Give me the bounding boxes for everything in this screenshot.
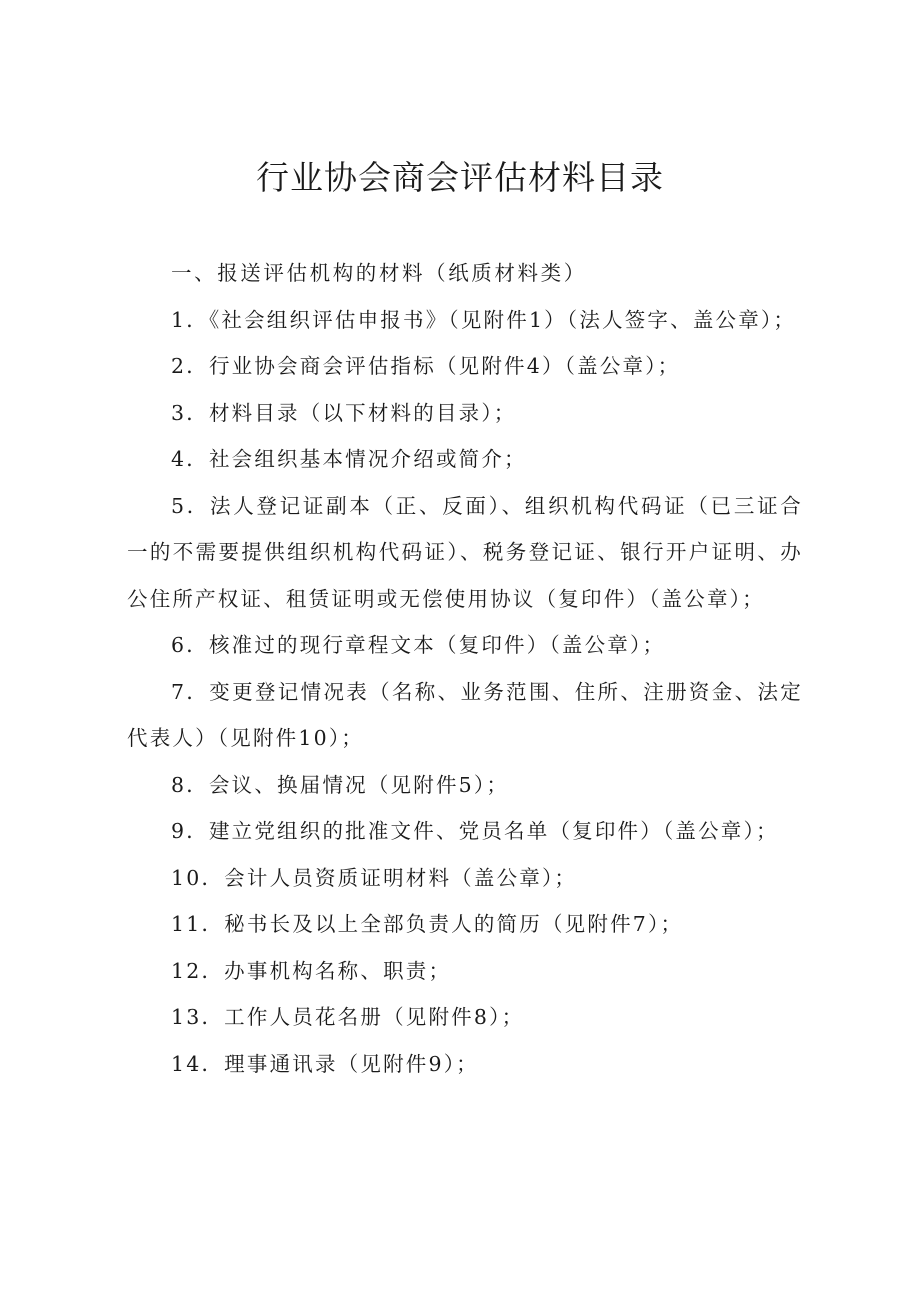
list-item: 14．理事通讯录（见附件9）； <box>171 1051 479 1076</box>
list-item: 4．社会组织基本情况介绍或简介； <box>171 447 527 471</box>
list-item: 8．会议、换届情况（见附件5）； <box>171 772 510 797</box>
list-item: 5．法人登记证副本（正、反面）、组织机构代码证（已三证合一的不需要提供组织机构代码证）、税务登记证、银行开户证明、办公住所产权证、租赁证明或无偿使用协议（复印件）（盖公章）； <box>127 493 803 611</box>
list-item: 7．变更登记情况表（名称、业务范围、住所、注册资金、法定代表人）（见附件10）； <box>127 679 803 750</box>
list-item: 12．办事机构名称、职责； <box>171 958 452 983</box>
list-item: 1．《社会组织评估申报书》（见附件1）（法人签字、盖公章）； <box>171 307 797 332</box>
list-item: 3．材料目录（以下材料的目录）； <box>171 400 517 425</box>
list-item: 11．秘书长及以上全部负责人的简历（见附件7）； <box>171 912 684 936</box>
list-item: 9．建立党组织的批准文件、党员名单（复印件）（盖公章）； <box>171 819 779 843</box>
section-heading: 一、报送评估机构的材料（纸质材料类） <box>171 261 587 285</box>
document-body <box>127 250 803 1087</box>
document-title: 行业协会商会评估材料目录 <box>256 158 664 197</box>
list-item: 13．工作人员花名册（见附件8）； <box>171 1005 525 1029</box>
list-item: 10．会计人员资质证明材料（盖公章）； <box>171 865 578 890</box>
list-item: 2．行业协会商会评估指标（见附件4）（盖公章）； <box>171 354 681 378</box>
list-item: 6．核准过的现行章程文本（复印件）（盖公章）； <box>171 633 666 657</box>
